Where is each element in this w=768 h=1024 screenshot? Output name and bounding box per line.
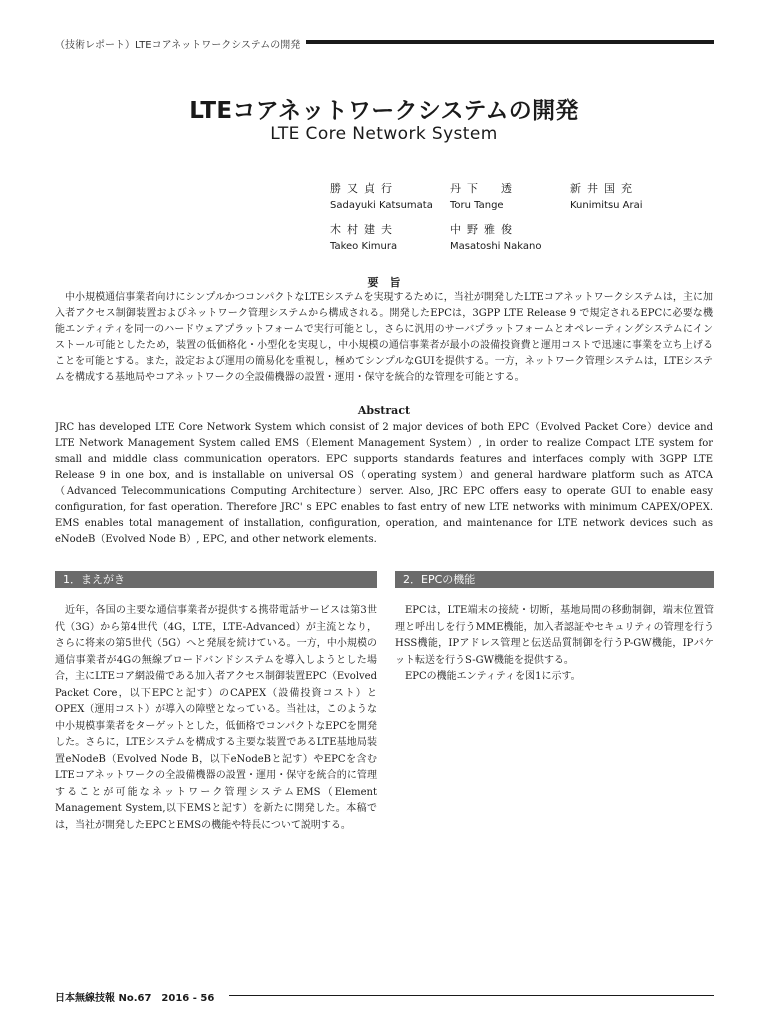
author-name-ja: 勝又貞行	[330, 182, 398, 195]
section-2-heading: 2．EPCの機能	[395, 571, 714, 588]
author-3	[570, 180, 643, 211]
author-name-en: Kunimitsu Arai	[570, 200, 643, 211]
section-2-body	[395, 603, 714, 686]
section-2-paragraph-2: EPCの機能エンティティを図1に示す。	[405, 671, 581, 682]
author-5	[450, 221, 541, 252]
author-name-en: Sadayuki Katsumata	[330, 200, 433, 211]
section-1-body: 近年，各国の主要な通信事業者が提供する携帯電話サービスは第3世代（3G）から第4世代（4G，LTE，LTE-Advanced）が主流となり，さらに将来の第5世代（5G）へと発展を続けている。一方，中小規模の通信事業者が4Gの無線ブロードバンドシステムを導入しようとした場合，主にLTEコア網設備である加入者アクセス制御装置EPC（Evolved Packet Core，以下EPCと記す）のCAPEX（設備投資コスト）とOPEX（運用コスト）が導入の障壁となっている。当社は，このような中小規模事業者をターゲットとした，低価格でコンパクトなEPCを開発した。さらに，LTEシステムを構成する主要な装置であるLTE基地局装置eNodeB（Evolved Node B，以下eNodeBと記す）やEPCを含むLTEコアネットワークの全設備機器の設置・運用・保守を統合的に管理することが可能なネットワーク管理システムEMS（Element Management System,以下EMSと記す）を新たに開発した。本稿では，当社が開発したEPCとEMSの機能や特長について説明する。	[55, 605, 377, 831]
title-japanese: LTEコアネットワークシステムの開発	[189, 98, 579, 124]
author-name-en: Takeo Kimura	[330, 241, 398, 252]
abstract-heading: Abstract	[357, 404, 411, 417]
author-name-ja: 丹下 透	[450, 182, 518, 195]
footer-journal: 日本無線技報 No.67 2016 - 56	[55, 993, 215, 1004]
summary-text: 中小規模通信事業者向けにシンプルかつコンパクトなLTEシステムを実現するために，当社が開発したLTEコアネットワークシステムは，主に加入者アクセス制御装置およびネットワーク管理システムから構成される。開発したEPCは，3GPP LTE Release 9 で規定されるEPCに必要な機能エンティティを同一のハードウェアプラットフォームで実行可能とし，さらに汎用のサーバプラットフォームとオペレーティングシステムにインストール可能としたため，装置の低価格化・小型化を実現し，中小規模の通信事業者が最小の設備投資費と運用コストで迅速に事業を立ち上げることを可能とする。また，設定および運用の簡易化を重視し，極めてシンプルなGUIを提供する。一方，ネットワーク管理システムは，LTEシステムを構成する基地局やコアネットワークの全設備機器の設置・運用・保守を統合的な管理を可能とする。	[55, 292, 713, 383]
abstract-text: JRC has developed LTE Core Network System which consist of 2 major devices of both EPC（Evolved Packet Core）device and LTE Network Management System called EMS（Element Management System）, in order to realize Compact LTE system for small and middle class communication operators. EPC supports standards features and interfaces comply with 3GPP LTE Release 9 in one box, and is installable on universal OS（operating system）and general hardware platform such as ATCA（Advanced Telecommunications Computing Architecture）server. Also, JRC EPC offers easy to operate GUI to enable easy configuration, for fast operation. Therefore JRC' s EPC enables to fast entry of new LTE networks with minimum CAPEX/OPEX. EMS enables total management of installation, configuration, operation, and maintenance for LTE network devices such as eNodeB（Evolved Node B）, EPC, and other network elements.	[55, 422, 713, 545]
summary-heading: 要 旨	[367, 276, 401, 289]
author-name-en: Toru Tange	[450, 200, 504, 211]
author-name-en: Masatoshi Nakano	[450, 241, 542, 252]
author-name-ja: 中野雅俊	[450, 223, 518, 236]
section-2-paragraph-1: EPCは，LTE端末の接続・切断，基地局間の移動制御，端末位置管理と呼出しを行うMME機能，加入者認証やセキュリティの管理を行うHSS機能，IPアドレス管理と伝送品質制御を行うP-GW機能，IPパケット転送を行うS-GW機能を提供する。	[395, 605, 714, 666]
header-rule	[306, 40, 714, 44]
author-name-ja: 新井国充	[570, 182, 638, 195]
section-1-heading: 1．まえがき	[55, 571, 377, 588]
author-4	[330, 221, 398, 252]
running-header: （技術レポート）LTEコアネットワークシステムの開発	[55, 40, 301, 51]
title-english: LTE Core Network System	[270, 124, 498, 144]
author-1	[330, 180, 433, 211]
footer-rule	[229, 995, 714, 996]
author-name-ja: 木村建夫	[330, 223, 398, 236]
author-2	[450, 180, 518, 211]
